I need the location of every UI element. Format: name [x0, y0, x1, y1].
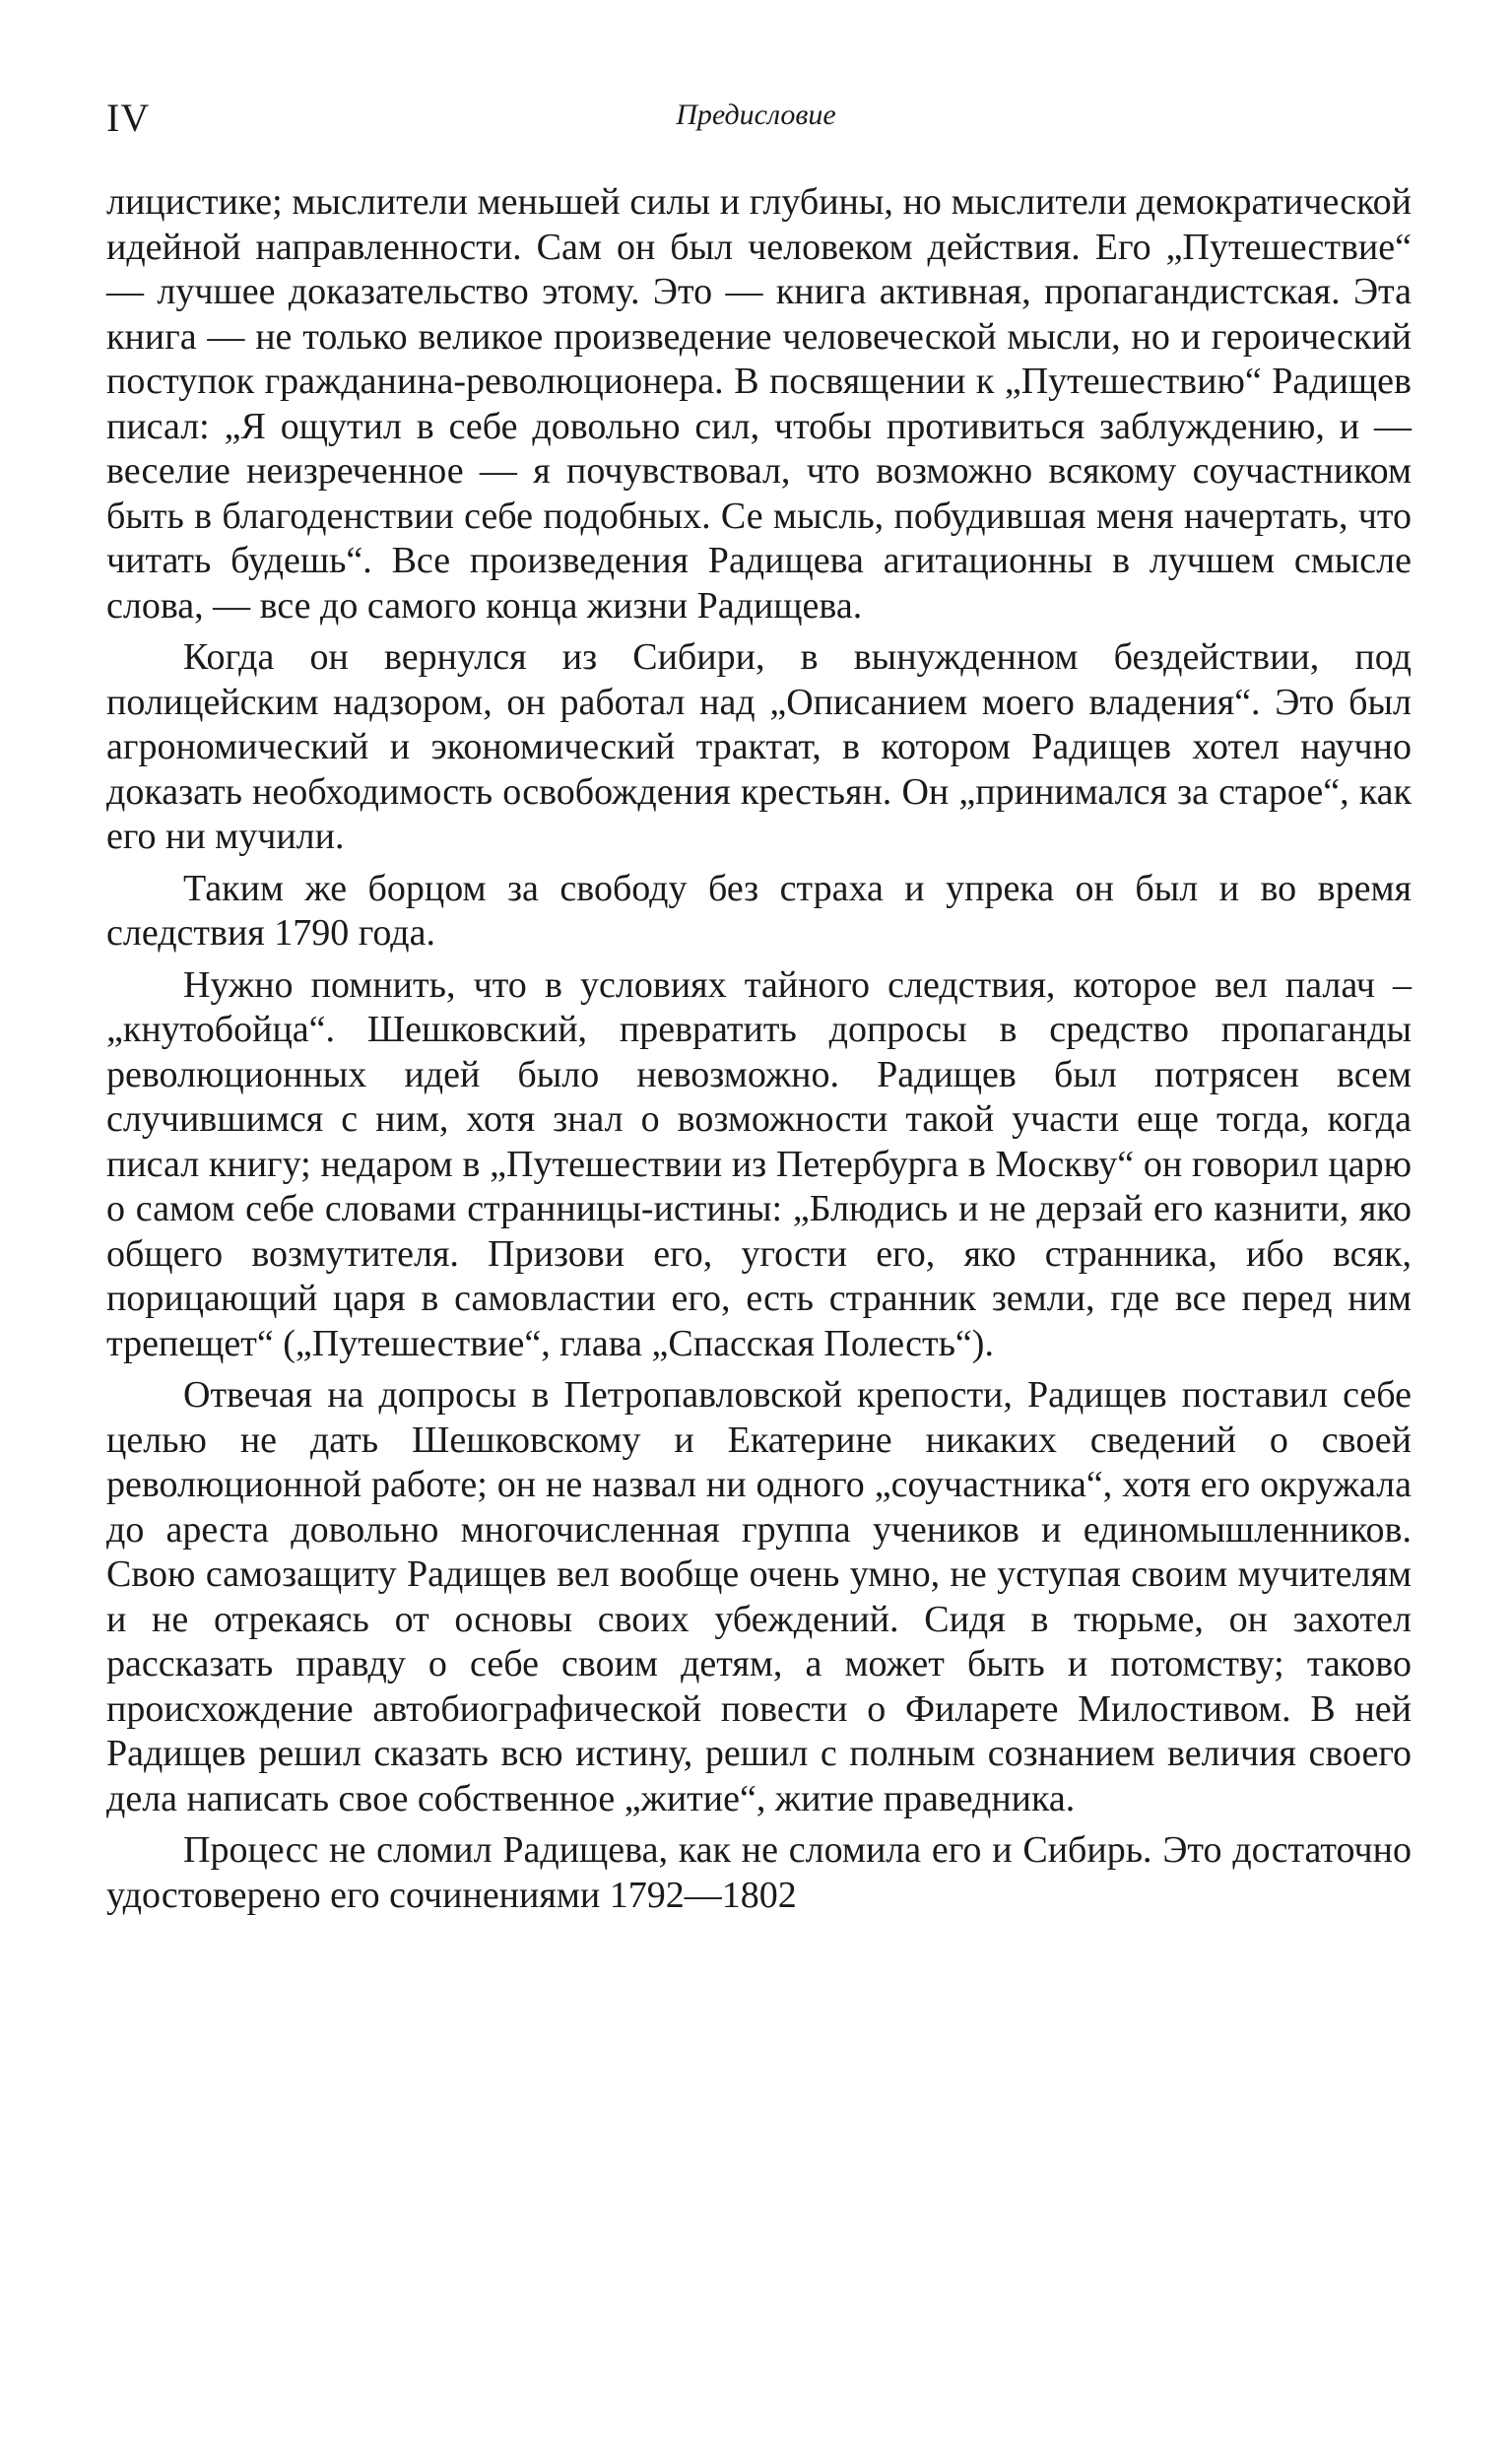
paragraph: Нужно помнить, что в условиях тайного следствия, которое вел палач – „кнутобойца“. Шешковский, превратить допросы в средство пропаганды революционных идей было невозможно. Радищев был потрясен всем случившимся с ним, хотя знал о возможности такой участи еще тогда, когда писал книгу; недаром в „Путешествии из Петербурга в Москву“ он говорил царю о самом себе словами странницы-истины: „Блюдись и не дерзай его казнити, яко общего возмутителя. Призови его, угости его, яко странника, ибо всяк, порицающий царя в самовластии его, есть странник земли, где все перед ним трепещет“ („Путешествие“, глава „Спасская Полесть“).	[106, 963, 1412, 1364]
paragraph: лицистике; мыслители меньшей силы и глубины, но мыслители демократической идейной направленности. Сам он был человеком действия. Его „Путешествие“ — лучшее доказательство этому. Это — книга активная, пропагандистская. Эта книга — не только великое произведение человеческой мысли, но и героический поступок гражданина-революционера. В посвящении к „Путешествию“ Радищев писал: „Я ощутил в себе довольно сил, чтобы противиться заблуждению, и — веселие неизреченное — я почувствовал, что возможно всякому соучастником быть в благоденствии себе подобных. Се мысль, побудившая меня начертать, что читать будешь“. Все произведения Радищева агитационны в лучшем смысле слова, — все до самого конца жизни Радищева.	[106, 181, 1412, 627]
paragraph: Таким же борцом за свободу без страха и упрека он был и во время следствия 1790 года.	[106, 867, 1412, 954]
page-number: IV	[106, 96, 151, 140]
body-text	[106, 180, 1412, 1925]
page-header	[106, 95, 1406, 144]
paragraph: Процесс не сломил Радищева, как не сломила его и Сибирь. Это достаточно удостоверено его сочинениями 1792—1802	[106, 1829, 1412, 1916]
running-head: Предисловие	[676, 99, 836, 131]
paragraph: Отвечая на допросы в Петропавловской крепости, Радищев поставил себе целью не дать Шешковскому и Екатерине никаких сведений о своей революционной работе; он не назвал ни одного „соучастника“, хотя его окружала до ареста довольно многочисленная группа учеников и единомышленников. Свою самозащиту Радищев вел вообще очень умно, не уступая своим мучителям и не отрекаясь от основы своих убеждений. Сидя в тюрьме, он захотел рассказать правду о себе своим детям, а может быть и потомству; таково происхождение автобиографической повести о Филарете Милостивом. В ней Радищев решил сказать всю истину, решил с полным сознанием величия своего дела написать свое собственное „житие“, житие праведника.	[106, 1374, 1412, 1819]
paragraph: Когда он вернулся из Сибири, в вынужденном бездействии, под полицейским надзором, он работал над „Описанием моего владения“. Это был агрономический и экономический трактат, в котором Радищев хотел научно доказать необходимость освобождения крестьян. Он „принимался за старое“, как его ни мучили.	[106, 636, 1412, 857]
